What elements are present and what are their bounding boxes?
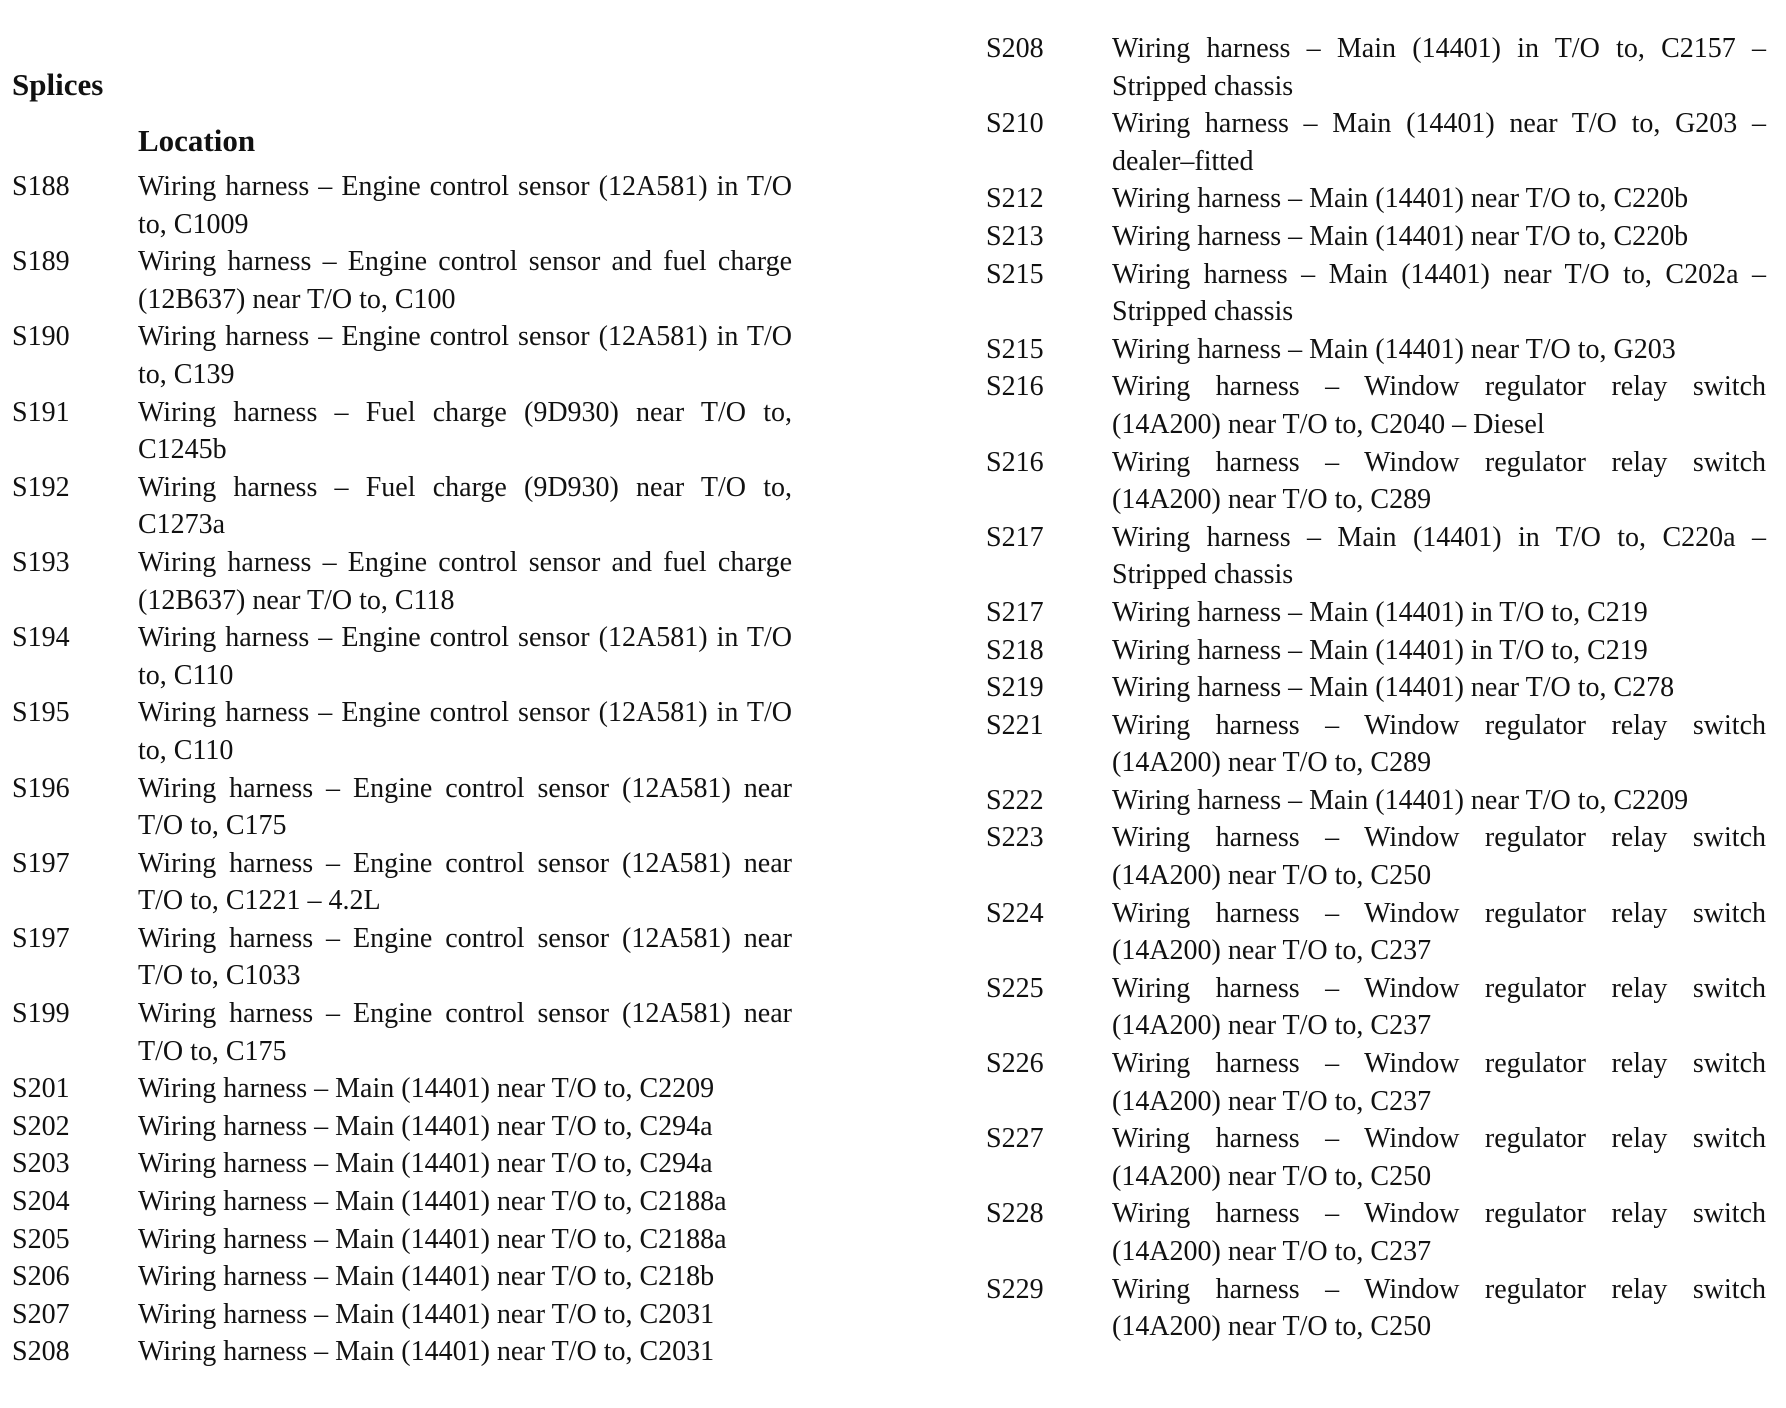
- splice-location: Wiring harness – Main (14401) in T/O to, C2157 – Stripped chassis: [1112, 33, 1766, 102]
- splice-code: S221: [986, 709, 1044, 741]
- splice-location: Wiring harness – Window regulator relay switch (14A200) near T/O to, C250: [1112, 1273, 1766, 1343]
- splice-location: Wiring harness – Engine control sensor and fuel charge (12B637) near T/O to, C118: [138, 546, 792, 616]
- splice-location: Wiring harness – Main (14401) near T/O to, C2031: [138, 1336, 715, 1368]
- splice-location: Wiring harness – Window regulator relay switch (14A200) near T/O to, C2040 – Diesel: [1112, 371, 1766, 440]
- splice-code: S224: [986, 897, 1044, 929]
- splice-entry: [12, 544, 792, 619]
- splice-location: Wiring harness – Main (14401) near T/O to, C2031: [138, 1298, 715, 1330]
- splice-entry: [986, 970, 1766, 1045]
- splice-entry: [12, 694, 792, 769]
- splice-entry: [986, 519, 1766, 594]
- splice-entry: [12, 168, 792, 243]
- splice-entry: [12, 1296, 792, 1334]
- splice-location: Wiring harness – Main (14401) in T/O to, C219: [1112, 596, 1648, 628]
- splice-code: S213: [986, 220, 1044, 252]
- splice-code: S196: [12, 772, 70, 804]
- location-heading: Location: [138, 123, 256, 158]
- splice-code: S210: [986, 108, 1044, 140]
- splice-code: S222: [986, 784, 1044, 816]
- splice-entry: [986, 444, 1766, 519]
- splice-location: Wiring harness – Main (14401) near T/O to, C2188a: [138, 1223, 727, 1255]
- splice-code: S218: [986, 634, 1044, 666]
- splice-entry: [986, 1045, 1766, 1120]
- splice-entry: [12, 619, 792, 694]
- splice-location: Wiring harness – Window regulator relay switch (14A200) near T/O to, C250: [1112, 822, 1766, 892]
- splice-location: Wiring harness – Main (14401) near T/O to, C294a: [138, 1148, 713, 1180]
- splice-location: Wiring harness – Main (14401) near T/O to, C2188a: [138, 1186, 727, 1218]
- splice-location: Wiring harness – Window regulator relay switch (14A200) near T/O to, C289: [1112, 709, 1766, 779]
- splice-entry: [986, 819, 1766, 894]
- splice-code: S204: [12, 1186, 70, 1218]
- splice-entry: [986, 256, 1766, 331]
- page-title: Splices: [12, 67, 104, 102]
- splice-code: S228: [986, 1198, 1044, 1230]
- splice-code: S199: [12, 998, 70, 1030]
- splice-code: S216: [986, 371, 1044, 403]
- splice-location: Wiring harness – Fuel charge (9D930) near T/O to, C1245b: [138, 396, 792, 466]
- splice-location: Wiring harness – Window regulator relay switch (14A200) near T/O to, C250: [1112, 1123, 1766, 1192]
- splice-entry: [12, 469, 792, 544]
- splice-location: Wiring harness – Window regulator relay switch (14A200) near T/O to, C237: [1112, 897, 1766, 967]
- splice-location: Wiring harness – Engine control sensor (12A581) in T/O to, C1009: [138, 171, 792, 240]
- splice-entry: [12, 995, 792, 1070]
- splice-entry: [986, 632, 1766, 670]
- splice-location: Wiring harness – Main (14401) near T/O to, C220b: [1112, 183, 1689, 215]
- splice-entry: [12, 845, 792, 920]
- splice-code: S190: [12, 321, 70, 353]
- splice-entry: [986, 1120, 1766, 1195]
- splice-code: S192: [12, 471, 70, 503]
- splice-location: Wiring harness – Main (14401) in T/O to, C220a – Stripped chassis: [1112, 521, 1766, 591]
- splice-location: Wiring harness – Main (14401) near T/O to, G203: [1112, 333, 1676, 365]
- splice-entry: [986, 782, 1766, 820]
- splice-location: Wiring harness – Window regulator relay switch (14A200) near T/O to, C237: [1112, 972, 1766, 1042]
- splice-location: Wiring harness – Engine control sensor (12A581) near T/O to, C175: [138, 772, 792, 842]
- splice-location: Wiring harness – Main (14401) near T/O to, C218b: [138, 1261, 715, 1293]
- right-column: [986, 30, 1766, 1346]
- splice-entry: [12, 770, 792, 845]
- splice-entry: [12, 1221, 792, 1259]
- splice-entry: [986, 180, 1766, 218]
- splice-code: S206: [12, 1261, 70, 1293]
- splice-location: Wiring harness – Engine control sensor (12A581) near T/O to, C1221 – 4.2L: [138, 847, 792, 917]
- splice-entry: [12, 1070, 792, 1108]
- splice-entry: [986, 368, 1766, 443]
- splice-code: S205: [12, 1223, 70, 1255]
- splice-code: S193: [12, 546, 70, 578]
- splice-location: Wiring harness – Engine control sensor (12A581) in T/O to, C110: [138, 697, 792, 766]
- splice-entry: [12, 243, 792, 318]
- splice-entry: [12, 318, 792, 393]
- splice-location: Wiring harness – Main (14401) near T/O to, C2209: [1112, 784, 1689, 816]
- splice-code: S215: [986, 258, 1044, 290]
- splice-code: S197: [12, 922, 70, 954]
- splice-entry: [986, 594, 1766, 632]
- splice-code: S188: [12, 171, 70, 202]
- splice-entry: [986, 1195, 1766, 1270]
- splice-code: S194: [12, 622, 70, 654]
- splice-code: S202: [12, 1110, 70, 1142]
- splice-entry: [986, 1271, 1766, 1346]
- splice-entry: [986, 105, 1766, 180]
- splice-location: Wiring harness – Main (14401) near T/O to, G203 – dealer–fitted: [1112, 108, 1766, 177]
- splice-entry: [12, 1108, 792, 1146]
- splice-code: S227: [986, 1123, 1044, 1155]
- splice-code: S189: [12, 246, 70, 278]
- splice-code: S226: [986, 1048, 1044, 1080]
- splice-code: S201: [12, 1073, 70, 1105]
- splice-location: Wiring harness – Engine control sensor and fuel charge (12B637) near T/O to, C100: [138, 246, 792, 315]
- left-column: [12, 66, 792, 1371]
- splice-entry: [12, 1258, 792, 1296]
- splice-entry: [986, 331, 1766, 369]
- splice-location: Wiring harness – Window regulator relay switch (14A200) near T/O to, C237: [1112, 1198, 1766, 1267]
- splice-code: S203: [12, 1148, 70, 1180]
- splice-code: S225: [986, 972, 1044, 1004]
- splice-code: S229: [986, 1273, 1044, 1305]
- splice-location: Wiring harness – Engine control sensor (12A581) near T/O to, C175: [138, 998, 792, 1067]
- splice-entry: [12, 1183, 792, 1221]
- splice-entry: [12, 1145, 792, 1183]
- splice-location: Wiring harness – Window regulator relay switch (14A200) near T/O to, C289: [1112, 446, 1766, 516]
- splice-entry: [986, 218, 1766, 256]
- splice-entry: [12, 920, 792, 995]
- splice-entry: [986, 895, 1766, 970]
- splice-location: Wiring harness – Engine control sensor (12A581) in T/O to, C139: [138, 321, 792, 390]
- right-splice-list: [986, 30, 1766, 1346]
- splice-location: Wiring harness – Main (14401) in T/O to, C219: [1112, 634, 1648, 666]
- splice-code: S216: [986, 446, 1044, 478]
- splice-location: Wiring harness – Engine control sensor (12A581) in T/O to, C110: [138, 622, 792, 691]
- splice-code: S219: [986, 672, 1044, 704]
- splice-code: S208: [12, 1336, 70, 1368]
- splice-entry: [986, 30, 1766, 105]
- splice-code: S212: [986, 183, 1044, 215]
- splice-code: S207: [12, 1298, 70, 1330]
- splice-code: S197: [12, 847, 70, 879]
- splice-entry: [986, 707, 1766, 782]
- splice-code: S195: [12, 697, 70, 729]
- splice-code: S223: [986, 822, 1044, 854]
- splice-entry: [986, 669, 1766, 707]
- splice-code: S217: [986, 596, 1044, 628]
- splice-location: Wiring harness – Window regulator relay switch (14A200) near T/O to, C237: [1112, 1048, 1766, 1117]
- splice-location: Wiring harness – Fuel charge (9D930) near T/O to, C1273a: [138, 471, 792, 541]
- splice-code: S217: [986, 521, 1044, 553]
- splice-entry: [12, 394, 792, 469]
- left-splice-list: [12, 168, 792, 1371]
- splice-location: Wiring harness – Main (14401) near T/O to, C2209: [138, 1073, 715, 1105]
- splice-location: Wiring harness – Main (14401) near T/O to, C294a: [138, 1110, 713, 1142]
- splice-code: S215: [986, 333, 1044, 365]
- splice-location: Wiring harness – Main (14401) near T/O to, C278: [1112, 672, 1675, 704]
- splice-location: Wiring harness – Engine control sensor (12A581) near T/O to, C1033: [138, 922, 792, 992]
- splice-entry: [12, 1333, 792, 1371]
- splice-code: S191: [12, 396, 70, 428]
- splice-location: Wiring harness – Main (14401) near T/O to, C202a – Stripped chassis: [1112, 258, 1766, 328]
- splice-code: S208: [986, 33, 1044, 64]
- splice-location: Wiring harness – Main (14401) near T/O to, C220b: [1112, 220, 1689, 252]
